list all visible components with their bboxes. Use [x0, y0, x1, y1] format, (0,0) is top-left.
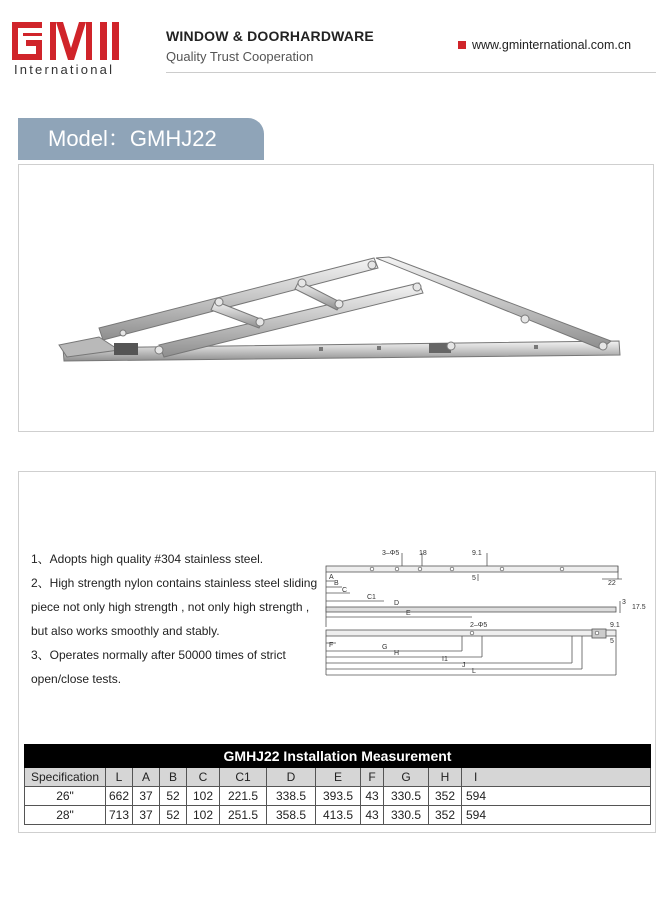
dim-18: 18 [419, 550, 427, 557]
dim-holes-bottom: 2–Φ5 [470, 622, 488, 629]
table-cell: 330.5 [384, 787, 429, 806]
dim-C: C [342, 587, 348, 594]
installation-table [24, 744, 651, 825]
website-text: www.gminternational.com.cn [472, 38, 632, 52]
table-cell: 43 [361, 787, 384, 806]
feature-line-4: but also works smoothly and stably. [31, 624, 220, 638]
dim-A: A [329, 574, 334, 581]
feature-line-3: piece not only high strength , not only high strength , [31, 600, 310, 614]
product-photo-frame [18, 164, 654, 432]
table-row [25, 806, 651, 825]
logo-subtitle: International [14, 62, 115, 77]
dim-B: B [334, 580, 339, 587]
feature-line-5: 3、Operates normally after 50000 times of strict [31, 648, 286, 662]
table-cell: 338.5 [267, 787, 316, 806]
header-cell: F [361, 768, 384, 787]
table-title: GMHJ22 Installation Measurement [25, 745, 651, 768]
table-cell: 662 [106, 787, 133, 806]
table-cell: 28" [25, 806, 106, 825]
dim-C1: C1 [367, 594, 376, 601]
table-cell: 52 [160, 787, 187, 806]
table-cell: 330.5 [384, 806, 429, 825]
technical-drawing [322, 547, 654, 677]
feature-line-1: 1、Adopts high quality #304 stainless steel. [31, 552, 264, 566]
table-cell: 352 [429, 787, 462, 806]
table-cell: 393.5 [316, 787, 361, 806]
header-cell: I [462, 768, 651, 787]
table-cell: 102 [187, 806, 220, 825]
header-cell: Specification [25, 768, 106, 787]
dim-17-5: 17.5 [632, 604, 646, 611]
header-cell: G [384, 768, 429, 787]
table-header-row [25, 768, 651, 787]
table-cell: 251.5 [220, 806, 267, 825]
table-cell: 52 [160, 806, 187, 825]
dim-5-top: 5 [472, 575, 476, 582]
company-tagline: Quality Trust Cooperation [166, 49, 314, 64]
dim-holes-top: 3–Φ5 [382, 550, 400, 557]
table-cell: 102 [187, 787, 220, 806]
dim-J: J [462, 662, 466, 669]
dim-D: D [394, 600, 400, 607]
dim-22: 22 [608, 580, 616, 587]
feature-panel [18, 471, 656, 833]
table-cell: 37 [133, 787, 160, 806]
header-divider [166, 72, 656, 73]
header-cell: L [106, 768, 133, 787]
header-cell: H [429, 768, 462, 787]
table-cell: 352 [429, 806, 462, 825]
table-cell: 26" [25, 787, 106, 806]
dim-G: G [382, 644, 388, 651]
gmi-logo [12, 22, 124, 60]
dim-E: E [406, 610, 411, 617]
header-cell: C1 [220, 768, 267, 787]
website-link[interactable] [458, 38, 631, 52]
dim-5-bottom: 5 [610, 638, 614, 645]
feature-line-2: 2、High strength nylon contains stainless steel sliding [31, 576, 318, 590]
header-cell: B [160, 768, 187, 787]
table-cell: 37 [133, 806, 160, 825]
header-cell: E [316, 768, 361, 787]
header-cell: C [187, 768, 220, 787]
dim-I1: I1 [442, 656, 448, 663]
table-cell: 358.5 [267, 806, 316, 825]
table-cell: 221.5 [220, 787, 267, 806]
friction-stay-hinge-image [19, 165, 655, 433]
dim-9-1-bottom: 9.1 [610, 622, 620, 629]
dim-9-1-top: 9.1 [472, 550, 482, 557]
table-cell: 594 [462, 787, 651, 806]
red-square-icon [458, 41, 466, 49]
table-cell: 413.5 [316, 806, 361, 825]
table-row [25, 787, 651, 806]
feature-line-6: open/close tests. [31, 672, 122, 686]
dim-H: H [394, 650, 400, 657]
table-cell: 594 [462, 806, 651, 825]
table-cell: 43 [361, 806, 384, 825]
dim-F: F [329, 642, 334, 649]
dim-3: 3 [622, 599, 626, 606]
model-tab: Model：GMHJ22 [18, 118, 264, 160]
table-cell: 713 [106, 806, 133, 825]
company-title: WINDOW & DOORHARDWARE [166, 28, 374, 44]
dim-L: L [472, 668, 476, 675]
header-cell: A [133, 768, 160, 787]
header-cell: D [267, 768, 316, 787]
